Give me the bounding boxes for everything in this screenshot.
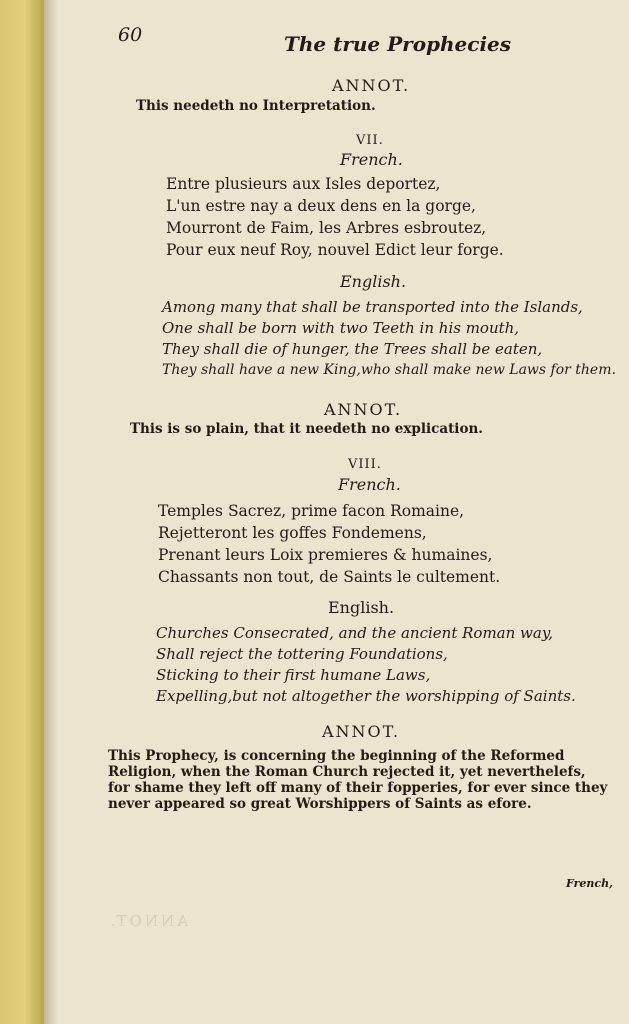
- verse-line: Chassants non tout, de Saints le cultement.: [158, 568, 501, 586]
- verse-line: Expelling,but not altogether the worshipping of Saints.: [156, 687, 576, 705]
- verse-line: Among many that shall be transported into the Islands,: [162, 298, 583, 316]
- bleed-through-text: ANNOT.: [108, 912, 188, 930]
- quatrain-numeral: VIII.: [348, 457, 382, 472]
- page-number: 60: [118, 24, 143, 46]
- running-head: The true Prophecies: [284, 32, 512, 56]
- verse-line: Rejetteront les goffes Fondemens,: [158, 524, 427, 542]
- annot-paragraph: This Prophecy, is concerning the beginning of the Reformed Religion, when the Roman Church rejected it, yet neverthelefs, for shame they left off many of their fopperies, for ever since they never appeared so great Worshippers of Saints as efore.: [108, 748, 608, 812]
- verse-line: Churches Consecrated, and the ancient Roman way,: [156, 624, 554, 642]
- english-label: English.: [328, 598, 395, 617]
- verse-line: Entre plusieurs aux Isles deportez,: [166, 175, 441, 193]
- verse-line: Shall reject the tottering Foundations,: [156, 645, 448, 663]
- verse-line: One shall be born with two Teeth in his mouth,: [162, 319, 520, 337]
- quatrain-numeral: VII.: [356, 133, 384, 148]
- annot-heading: ANNOT.: [332, 76, 411, 95]
- verse-line: Temples Sacrez, prime facon Romaine,: [158, 502, 465, 520]
- gutter-shadow: [44, 0, 58, 1024]
- page-gutter: [0, 0, 44, 1024]
- english-verse: [162, 297, 616, 381]
- book-page: [58, 0, 629, 1024]
- french-verse: [166, 173, 504, 261]
- verse-line: Sticking to their first humane Laws,: [156, 666, 431, 684]
- verse-line: They shall have a new King,who shall make new Laws for them.: [162, 362, 616, 378]
- verse-line: Mourront de Faim, les Arbres esbroutez,: [166, 219, 487, 237]
- verse-line: Prenant leurs Loix premieres & humaines,: [158, 546, 493, 564]
- verse-line: They shall die of hunger, the Trees shall be eaten,: [162, 340, 543, 358]
- english-verse: [156, 623, 576, 707]
- verse-line: Pour eux neuf Roy, nouvel Edict leur forge.: [166, 241, 504, 259]
- annot-text: This needeth no Interpretation.: [136, 98, 376, 114]
- french-label: French.: [340, 150, 403, 169]
- catchword: French,: [566, 877, 613, 890]
- french-verse: [158, 500, 500, 588]
- annot-heading: ANNOT.: [324, 400, 403, 419]
- annot-text: This is so plain, that it needeth no explication.: [130, 421, 483, 437]
- verse-line: L'un estre nay a deux dens en la gorge,: [166, 197, 476, 215]
- annot-heading: ANNOT.: [322, 722, 401, 741]
- english-label: English.: [340, 272, 407, 291]
- french-label: French.: [338, 475, 401, 494]
